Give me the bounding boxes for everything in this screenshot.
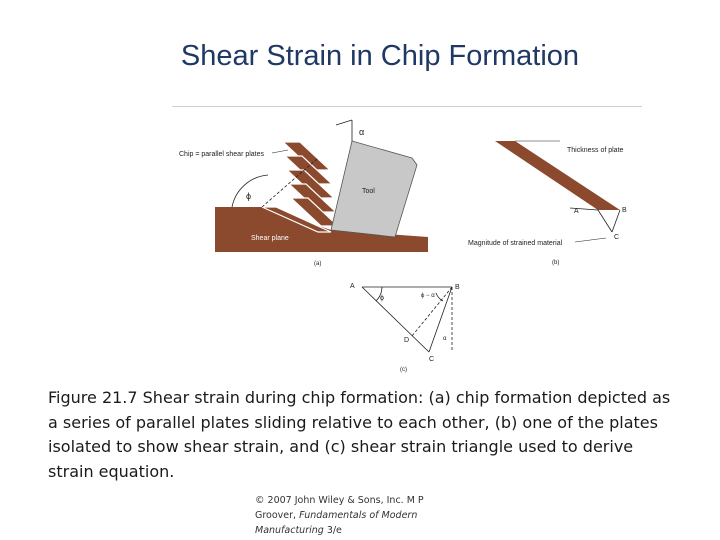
- slide-title: Shear Strain in Chip Formation: [180, 40, 580, 72]
- label-chip: Chip = parallel shear plates: [179, 151, 265, 158]
- figure-a: [179, 120, 428, 267]
- label-alpha-a: α: [359, 127, 365, 137]
- label-strained: Magnitude of strained material: [468, 240, 563, 247]
- tag-c: (c): [400, 367, 407, 373]
- tag-b: (b): [552, 260, 560, 266]
- label-point-a-b: A: [574, 208, 579, 215]
- label-point-a-c: A: [350, 283, 355, 290]
- figure-b: [468, 141, 627, 266]
- label-point-c-b: C: [614, 234, 620, 241]
- label-point-c-c: C: [429, 356, 435, 363]
- label-tool: Tool: [362, 188, 375, 195]
- label-shear-plane: Shear plane: [251, 235, 289, 242]
- label-point-d-c: D: [404, 337, 410, 344]
- copyright-notice: [255, 493, 445, 538]
- label-point-b-b: B: [622, 207, 627, 214]
- label-point-b-c: B: [455, 284, 460, 291]
- figure-caption: Figure 21.7 Shear strain during chip formation: (a) chip formation depicted as a series of parallel plates sliding relative to each other, (b) one of the plates isolated to show shear strain, and (c) shear strain triangle used to derive strain equation.: [48, 388, 671, 481]
- label-thickness: Thickness of plate: [567, 147, 624, 154]
- edition: 3/e: [323, 525, 342, 536]
- label-phi-c: ϕ: [380, 295, 384, 302]
- label-alpha-c: α: [443, 336, 447, 342]
- tag-a: (a): [314, 261, 322, 267]
- label-phi-minus-alpha: ϕ − α: [421, 293, 435, 299]
- book-title: Fundamentals of Modern Manufacturing: [255, 510, 418, 536]
- copyright-text: © 2007 John Wiley & Sons, Inc. M P Groover,: [255, 495, 424, 521]
- label-phi-a: ϕ: [246, 191, 252, 201]
